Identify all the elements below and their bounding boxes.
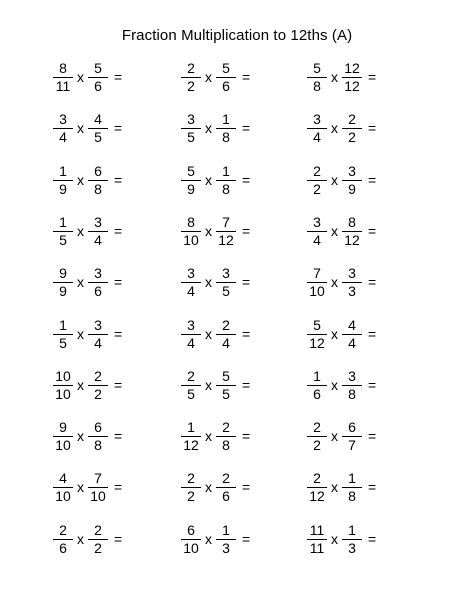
second-fraction (215, 266, 237, 299)
denominator: 4 (348, 334, 356, 351)
times-sign: x (205, 478, 212, 495)
problem-4-3 (306, 213, 376, 249)
first-fraction (306, 61, 328, 94)
denominator: 11 (309, 539, 325, 556)
numerator: 5 (187, 162, 195, 179)
first-fraction (52, 164, 74, 197)
numerator: 9 (59, 264, 67, 281)
equals-sign: = (114, 171, 123, 188)
second-fraction (341, 112, 363, 145)
times-sign: x (205, 68, 212, 85)
problem-10-3 (306, 521, 376, 557)
denominator: 4 (94, 334, 102, 351)
denominator: 12 (344, 77, 360, 94)
equals-sign: = (368, 68, 377, 85)
numerator: 4 (59, 469, 67, 486)
first-fraction (180, 523, 202, 556)
numerator: 2 (222, 316, 230, 333)
problem-7-3 (306, 367, 376, 403)
first-fraction (180, 471, 202, 504)
equals-sign: = (242, 427, 251, 444)
second-fraction (215, 318, 237, 351)
numerator: 3 (187, 264, 195, 281)
times-sign: x (331, 171, 338, 188)
first-fraction (180, 61, 202, 94)
denominator: 2 (187, 77, 195, 94)
denominator: 4 (94, 231, 102, 248)
numerator: 2 (222, 469, 230, 486)
equals-sign: = (242, 273, 251, 290)
problem-6-2 (180, 316, 250, 352)
numerator: 3 (348, 264, 356, 281)
denominator: 8 (222, 180, 230, 197)
equals-sign: = (114, 325, 123, 342)
numerator: 3 (313, 110, 321, 127)
second-fraction (341, 61, 363, 94)
problem-8-1 (52, 418, 122, 454)
times-sign: x (77, 530, 84, 547)
times-sign: x (205, 376, 212, 393)
denominator: 3 (348, 539, 356, 556)
first-fraction (180, 266, 202, 299)
equals-sign: = (114, 427, 123, 444)
numerator: 3 (187, 110, 195, 127)
times-sign: x (77, 171, 84, 188)
equals-sign: = (114, 119, 123, 136)
problem-9-1 (52, 469, 122, 505)
problem-10-1 (52, 521, 122, 557)
numerator: 3 (187, 316, 195, 333)
second-fraction (215, 164, 237, 197)
denominator: 5 (222, 282, 230, 299)
numerator: 6 (187, 521, 195, 538)
denominator: 8 (94, 436, 102, 453)
first-fraction (52, 61, 74, 94)
equals-sign: = (114, 273, 123, 290)
problem-5-2 (180, 264, 250, 300)
equals-sign: = (368, 427, 377, 444)
denominator: 6 (94, 282, 102, 299)
problem-8-3 (306, 418, 376, 454)
problem-9-2 (180, 469, 250, 505)
numerator: 1 (59, 316, 67, 333)
second-fraction (215, 61, 237, 94)
denominator: 2 (94, 539, 102, 556)
equals-sign: = (242, 171, 251, 188)
second-fraction (215, 112, 237, 145)
equals-sign: = (242, 376, 251, 393)
equals-sign: = (114, 478, 123, 495)
numerator: 1 (187, 418, 195, 435)
first-fraction (180, 164, 202, 197)
equals-sign: = (242, 325, 251, 342)
denominator: 4 (187, 282, 195, 299)
equals-sign: = (368, 222, 377, 239)
first-fraction (306, 215, 328, 248)
denominator: 2 (348, 128, 356, 145)
first-fraction (52, 369, 74, 402)
first-fraction (180, 215, 202, 248)
denominator: 5 (187, 128, 195, 145)
numerator: 6 (94, 162, 102, 179)
denominator: 5 (187, 385, 195, 402)
second-fraction (87, 318, 109, 351)
times-sign: x (205, 273, 212, 290)
numerator: 3 (313, 213, 321, 230)
times-sign: x (77, 376, 84, 393)
denominator: 8 (313, 77, 321, 94)
denominator: 6 (313, 385, 321, 402)
first-fraction (52, 523, 74, 556)
numerator: 2 (313, 418, 321, 435)
denominator: 6 (94, 77, 102, 94)
numerator: 3 (94, 316, 102, 333)
problem-6-1 (52, 316, 122, 352)
numerator: 1 (59, 162, 67, 179)
numerator: 8 (348, 213, 356, 230)
second-fraction (341, 164, 363, 197)
numerator: 3 (348, 162, 356, 179)
denominator: 9 (187, 180, 195, 197)
numerator: 6 (94, 418, 102, 435)
equals-sign: = (242, 530, 251, 547)
numerator: 3 (59, 110, 67, 127)
problem-9-3 (306, 469, 376, 505)
denominator: 5 (222, 385, 230, 402)
first-fraction (180, 369, 202, 402)
denominator: 12 (218, 231, 234, 248)
equals-sign: = (114, 68, 123, 85)
denominator: 6 (59, 539, 67, 556)
equals-sign: = (114, 222, 123, 239)
second-fraction (341, 471, 363, 504)
numerator: 5 (313, 59, 321, 76)
problem-1-2 (180, 59, 250, 95)
equals-sign: = (368, 325, 377, 342)
denominator: 8 (348, 487, 356, 504)
equals-sign: = (368, 119, 377, 136)
second-fraction (87, 266, 109, 299)
numerator: 2 (94, 367, 102, 384)
problem-3-2 (180, 162, 250, 198)
denominator: 10 (309, 282, 325, 299)
problem-2-1 (52, 110, 122, 146)
numerator: 2 (59, 521, 67, 538)
denominator: 10 (55, 487, 71, 504)
problem-5-1 (52, 264, 122, 300)
problem-7-1 (52, 367, 122, 403)
times-sign: x (331, 427, 338, 444)
denominator: 6 (222, 77, 230, 94)
first-fraction (306, 266, 328, 299)
numerator: 1 (348, 469, 356, 486)
first-fraction (306, 523, 328, 556)
numerator: 10 (55, 367, 71, 384)
problem-8-2 (180, 418, 250, 454)
second-fraction (87, 420, 109, 453)
worksheet-title: Fraction Multiplication to 12ths (A) (121, 27, 353, 44)
denominator: 6 (222, 487, 230, 504)
denominator: 4 (222, 334, 230, 351)
problem-10-2 (180, 521, 250, 557)
denominator: 2 (94, 385, 102, 402)
numerator: 2 (94, 521, 102, 538)
second-fraction (215, 420, 237, 453)
problem-2-2 (180, 110, 250, 146)
times-sign: x (331, 376, 338, 393)
numerator: 8 (187, 213, 195, 230)
denominator: 8 (348, 385, 356, 402)
second-fraction (87, 523, 109, 556)
numerator: 8 (59, 59, 67, 76)
times-sign: x (77, 119, 84, 136)
numerator: 2 (187, 367, 195, 384)
second-fraction (341, 369, 363, 402)
times-sign: x (331, 222, 338, 239)
numerator: 5 (94, 59, 102, 76)
denominator: 2 (313, 180, 321, 197)
numerator: 3 (94, 213, 102, 230)
numerator: 7 (313, 264, 321, 281)
denominator: 2 (313, 436, 321, 453)
numerator: 11 (309, 521, 325, 538)
times-sign: x (77, 222, 84, 239)
second-fraction (87, 164, 109, 197)
second-fraction (87, 215, 109, 248)
denominator: 5 (59, 231, 67, 248)
numerator: 4 (94, 110, 102, 127)
first-fraction (306, 369, 328, 402)
first-fraction (52, 420, 74, 453)
second-fraction (87, 471, 109, 504)
first-fraction (306, 420, 328, 453)
problem-4-2 (180, 213, 250, 249)
first-fraction (180, 112, 202, 145)
problem-3-3 (306, 162, 376, 198)
denominator: 8 (222, 436, 230, 453)
equals-sign: = (242, 222, 251, 239)
first-fraction (52, 471, 74, 504)
first-fraction (180, 420, 202, 453)
denominator: 8 (222, 128, 230, 145)
numerator: 2 (222, 418, 230, 435)
denominator: 4 (59, 128, 67, 145)
problem-2-3 (306, 110, 376, 146)
denominator: 9 (59, 180, 67, 197)
numerator: 2 (313, 469, 321, 486)
denominator: 12 (344, 231, 360, 248)
first-fraction (306, 112, 328, 145)
numerator: 4 (348, 316, 356, 333)
equals-sign: = (368, 171, 377, 188)
times-sign: x (205, 222, 212, 239)
first-fraction (52, 112, 74, 145)
second-fraction (341, 215, 363, 248)
second-fraction (215, 523, 237, 556)
times-sign: x (205, 427, 212, 444)
numerator: 1 (313, 367, 321, 384)
denominator: 12 (309, 334, 325, 351)
second-fraction (87, 61, 109, 94)
second-fraction (215, 471, 237, 504)
denominator: 10 (183, 231, 199, 248)
denominator: 9 (59, 282, 67, 299)
numerator: 3 (94, 264, 102, 281)
times-sign: x (77, 68, 84, 85)
equals-sign: = (242, 119, 251, 136)
denominator: 5 (94, 128, 102, 145)
numerator: 1 (222, 521, 230, 538)
times-sign: x (205, 119, 212, 136)
times-sign: x (77, 427, 84, 444)
numerator: 2 (348, 110, 356, 127)
denominator: 3 (348, 282, 356, 299)
numerator: 6 (348, 418, 356, 435)
denominator: 7 (348, 436, 356, 453)
numerator: 7 (94, 469, 102, 486)
denominator: 10 (90, 487, 106, 504)
first-fraction (306, 164, 328, 197)
problem-6-3 (306, 316, 376, 352)
second-fraction (215, 369, 237, 402)
numerator: 1 (222, 162, 230, 179)
equals-sign: = (242, 478, 251, 495)
equals-sign: = (114, 376, 123, 393)
first-fraction (180, 318, 202, 351)
numerator: 5 (222, 367, 230, 384)
problem-1-1 (52, 59, 122, 95)
problem-3-1 (52, 162, 122, 198)
numerator: 2 (187, 59, 195, 76)
numerator: 1 (348, 521, 356, 538)
problem-4-1 (52, 213, 122, 249)
second-fraction (215, 215, 237, 248)
times-sign: x (331, 119, 338, 136)
denominator: 4 (187, 334, 195, 351)
times-sign: x (331, 68, 338, 85)
denominator: 5 (59, 334, 67, 351)
second-fraction (341, 318, 363, 351)
times-sign: x (205, 530, 212, 547)
denominator: 2 (187, 487, 195, 504)
numerator: 3 (348, 367, 356, 384)
equals-sign: = (242, 68, 251, 85)
second-fraction (87, 112, 109, 145)
times-sign: x (77, 273, 84, 290)
second-fraction (341, 523, 363, 556)
equals-sign: = (368, 273, 377, 290)
equals-sign: = (368, 478, 377, 495)
first-fraction (52, 215, 74, 248)
first-fraction (306, 471, 328, 504)
times-sign: x (77, 478, 84, 495)
denominator: 10 (55, 385, 71, 402)
numerator: 9 (59, 418, 67, 435)
denominator: 8 (94, 180, 102, 197)
numerator: 12 (344, 59, 360, 76)
times-sign: x (331, 273, 338, 290)
denominator: 4 (313, 128, 321, 145)
first-fraction (306, 318, 328, 351)
first-fraction (52, 318, 74, 351)
denominator: 12 (183, 436, 199, 453)
times-sign: x (205, 325, 212, 342)
numerator: 5 (222, 59, 230, 76)
denominator: 12 (309, 487, 325, 504)
numerator: 2 (187, 469, 195, 486)
denominator: 10 (183, 539, 199, 556)
denominator: 4 (313, 231, 321, 248)
numerator: 2 (313, 162, 321, 179)
problem-1-3 (306, 59, 376, 95)
times-sign: x (331, 325, 338, 342)
numerator: 7 (222, 213, 230, 230)
numerator: 1 (222, 110, 230, 127)
denominator: 3 (222, 539, 230, 556)
numerator: 3 (222, 264, 230, 281)
numerator: 5 (313, 316, 321, 333)
first-fraction (52, 266, 74, 299)
times-sign: x (331, 478, 338, 495)
times-sign: x (331, 530, 338, 547)
problem-5-3 (306, 264, 376, 300)
second-fraction (341, 420, 363, 453)
denominator: 10 (55, 436, 71, 453)
second-fraction (87, 369, 109, 402)
second-fraction (341, 266, 363, 299)
numerator: 1 (59, 213, 67, 230)
equals-sign: = (114, 530, 123, 547)
equals-sign: = (368, 376, 377, 393)
problem-7-2 (180, 367, 250, 403)
denominator: 11 (55, 77, 71, 94)
denominator: 9 (348, 180, 356, 197)
times-sign: x (205, 171, 212, 188)
times-sign: x (77, 325, 84, 342)
equals-sign: = (368, 530, 377, 547)
